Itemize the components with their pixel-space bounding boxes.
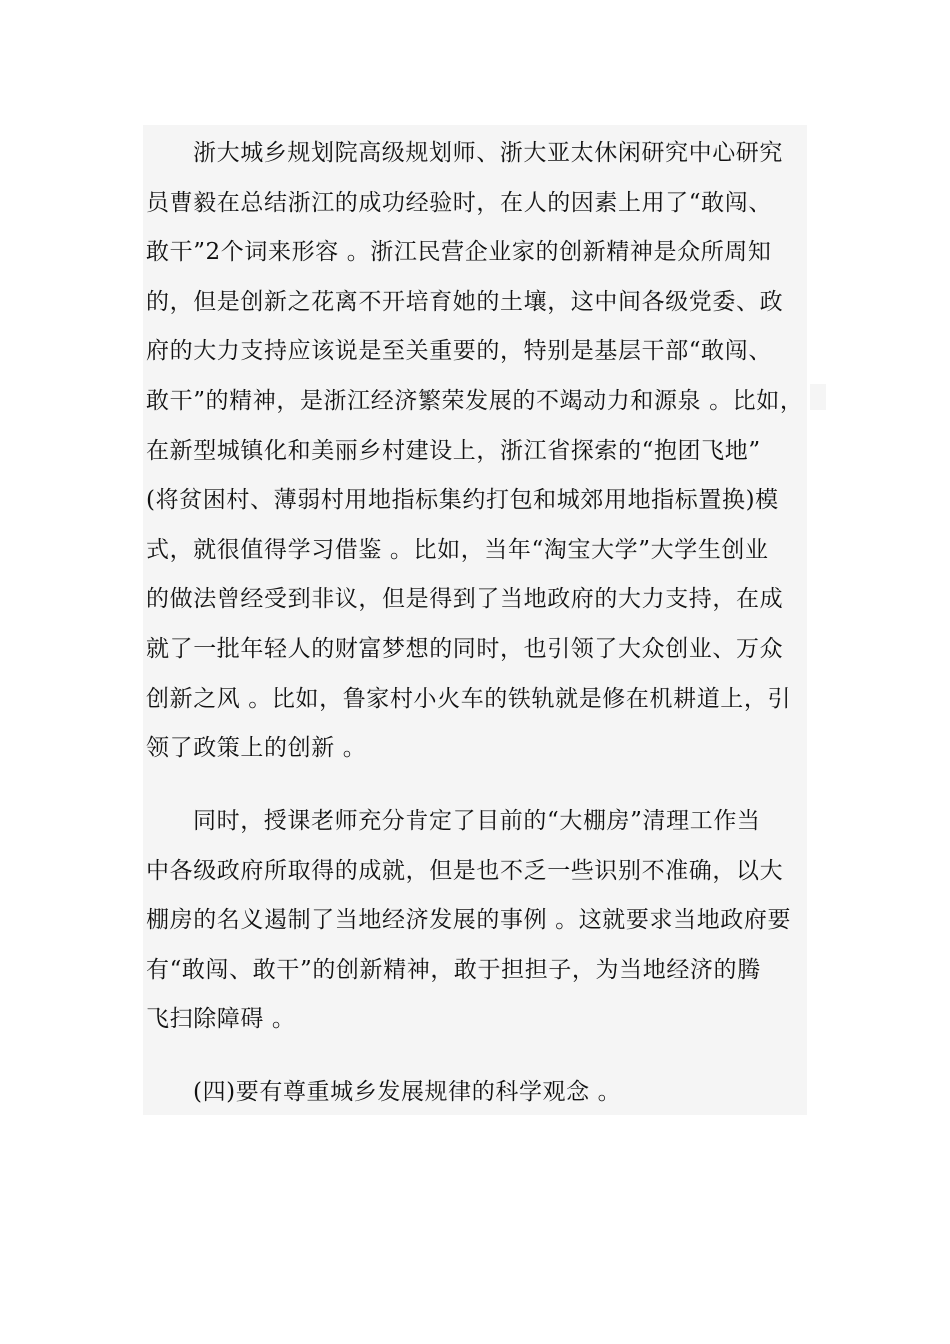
text-line: 飞扫除障碍 。 [146,1006,296,1033]
text-line: 的做法曾经受到非议，但是得到了当地政府的大力支持，在成 [146,586,784,613]
text-line: 的，但是创新之花离不开培育她的土壤，这中间各级党委、政 [146,288,784,315]
margin-highlight [810,384,826,410]
text-line: 在新型城镇化和美丽乡村建设上，浙江省探索的“抱团飞地” [146,437,761,464]
text-line: 就了一批年轻人的财富梦想的同时，也引领了大众创业、万众 [146,635,784,662]
text-line: 领了政策上的创新 。 [146,735,367,762]
text-line: 敢干”2个词来形容 。浙江民营企业家的创新精神是众所周知 [146,239,772,266]
text-line: 棚房的名义遏制了当地经济发展的事例 。这就要求当地政府要 [146,907,792,934]
section-heading [146,1068,806,1118]
text-line: 创新之风 。比如，鲁家村小火车的铁轨就是修在机耕道上，引 [146,685,792,712]
section-heading-text: (四)要有尊重城乡发展规律的科学观念 。 [193,1079,622,1105]
paragraph-1 [146,129,806,774]
text-line: 中各级政府所取得的成就，但是也不乏一些识别不准确，以大 [146,857,784,884]
text-line: 有“敢闯、敢干”的创新精神，敢于担担子，为当地经济的腾 [146,956,761,983]
text-line: 员曹毅在总结浙江的成功经验时，在人的因素上用了“敢闯、 [146,189,772,216]
text-line: 浙大城乡规划院高级规划师、浙大亚太休闲研究中心研究 [193,140,783,166]
text-line: 同时，授课老师充分肯定了目前的“大棚房”清理工作当 [193,808,761,834]
text-line: 敢干”的精神，是浙江经济繁荣发展的不竭动力和源泉 。比如， [146,387,804,414]
text-line: 式，就很值得学习借鉴 。比如，当年“淘宝大学”大学生创业 [146,536,769,563]
text-line: (将贫困村、薄弱村用地指标集约打包和城郊用地指标置换)模 [146,487,779,514]
text-line: 府的大力支持应该说是至关重要的，特别是基层干部“敢闯、 [146,338,772,365]
paragraph-2 [146,797,806,1045]
